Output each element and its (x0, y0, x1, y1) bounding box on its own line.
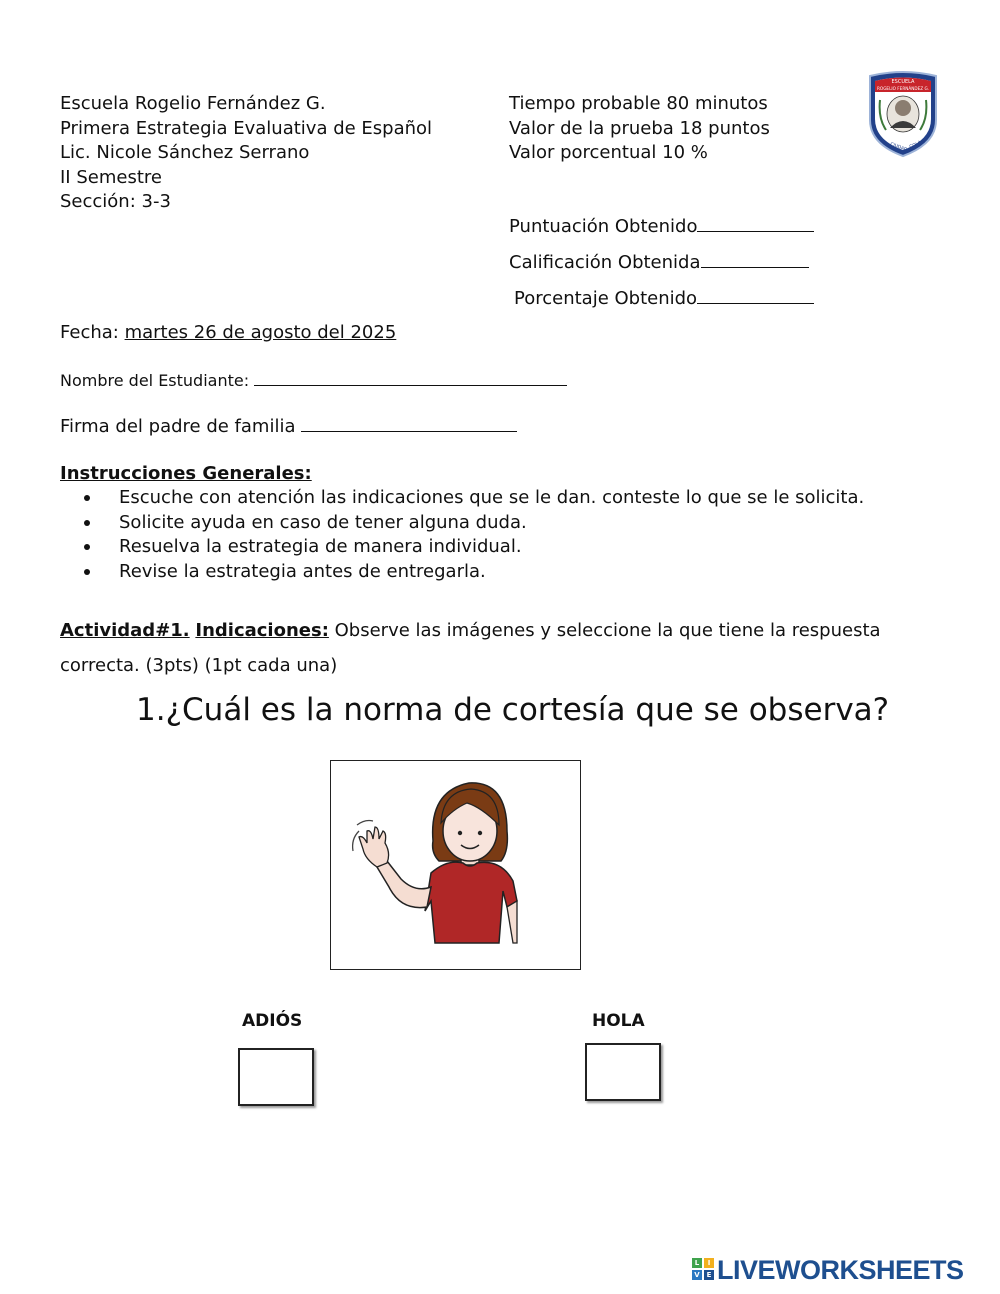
student-name-blank[interactable] (254, 367, 567, 386)
bullet-icon (84, 569, 90, 575)
svg-text:COLÓN: COLÓN (908, 139, 926, 150)
parent-signature-blank[interactable] (301, 413, 517, 432)
girl-waving-image (331, 761, 580, 969)
time-estimate: Tiempo probable 80 minutos (509, 93, 768, 114)
section: Sección: 3-3 (60, 191, 171, 212)
date-value: martes 26 de agosto del 2025 (124, 322, 397, 343)
list-item (60, 511, 864, 536)
grade-blank[interactable] (701, 249, 809, 268)
question-number: 1. (136, 692, 166, 728)
bullet-icon (84, 520, 90, 526)
list-item (60, 560, 864, 585)
instruction-text: Revise la estrategia antes de entregarla. (119, 560, 486, 582)
icon-letter: V (692, 1270, 702, 1280)
score-blank[interactable] (697, 213, 814, 232)
icon-letter: E (704, 1270, 714, 1280)
liveworksheets-logo (692, 1255, 992, 1285)
test-value: Valor de la prueba 18 puntos (509, 118, 770, 139)
bullet-icon (84, 544, 90, 550)
liveworksheets-icon (692, 1258, 714, 1280)
percent-field (514, 285, 814, 312)
percent-label: Porcentaje Obtenido (514, 288, 698, 309)
question-image-frame (330, 760, 581, 970)
school-name: Escuela Rogelio Fernández G. (60, 93, 326, 114)
list-item (60, 486, 864, 511)
option-hola-checkbox[interactable] (585, 1043, 661, 1101)
bullet-icon (84, 495, 90, 501)
svg-text:ROGELIO FERNÁNDEZ G.: ROGELIO FERNÁNDEZ G. (876, 86, 930, 91)
icon-letter: L (692, 1258, 702, 1268)
school-logo (866, 70, 940, 158)
parent-signature-label: Firma del padre de familia (60, 416, 296, 437)
date-label: Fecha: (60, 322, 119, 343)
activity-text-1: Observe las imágenes y seleccione la que tiene la respuesta (334, 620, 881, 641)
percent-value: Valor porcentual 10 % (509, 142, 708, 163)
grade-field (509, 249, 809, 276)
svg-text:ESCUELA: ESCUELA (891, 79, 915, 85)
percent-blank[interactable] (697, 285, 814, 304)
student-name-field (60, 367, 567, 394)
option-adios-label: ADIÓS (242, 1011, 303, 1031)
indications-label: Indicaciones: (195, 620, 329, 641)
instruction-text: Solicite ayuda en caso de tener alguna duda. (119, 511, 527, 533)
option-adios-checkbox[interactable] (238, 1048, 314, 1106)
date-line (60, 321, 396, 346)
activity-text-2: correcta. (3pts) (1pt cada una) (60, 655, 338, 676)
evaluation-title: Primera Estrategia Evaluativa de Español (60, 118, 433, 139)
instruction-text: Resuelva la estrategia de manera individual. (119, 536, 522, 557)
activity-label: Actividad#1. (60, 620, 190, 641)
liveworksheets-brand: LIVEWORKSHEETS (717, 1255, 964, 1285)
instructions-list (60, 486, 864, 584)
teacher-name: Lic. Nicole Sánchez Serrano (60, 142, 310, 163)
grade-label: Calificación Obtenida (509, 252, 701, 273)
parent-signature-field (60, 413, 517, 440)
student-name-label: Nombre del Estudiante: (60, 371, 250, 390)
list-item (60, 535, 864, 560)
instructions-title: Instrucciones Generales: (60, 463, 312, 484)
activity-line-1 (60, 619, 881, 644)
option-hola-label: HOLA (592, 1011, 645, 1031)
svg-text:CIUDAD: CIUDAD (889, 142, 908, 153)
semester: II Semestre (60, 167, 162, 188)
question-1 (136, 690, 889, 730)
icon-letter: I (704, 1258, 714, 1268)
question-text: ¿Cuál es la norma de cortesía que se observa? (165, 692, 890, 728)
instruction-text: Escuche con atención las indicaciones que se le dan. conteste lo que se le solicita. (119, 487, 865, 508)
score-label: Puntuación Obtenido (509, 216, 698, 237)
score-field (509, 213, 814, 240)
